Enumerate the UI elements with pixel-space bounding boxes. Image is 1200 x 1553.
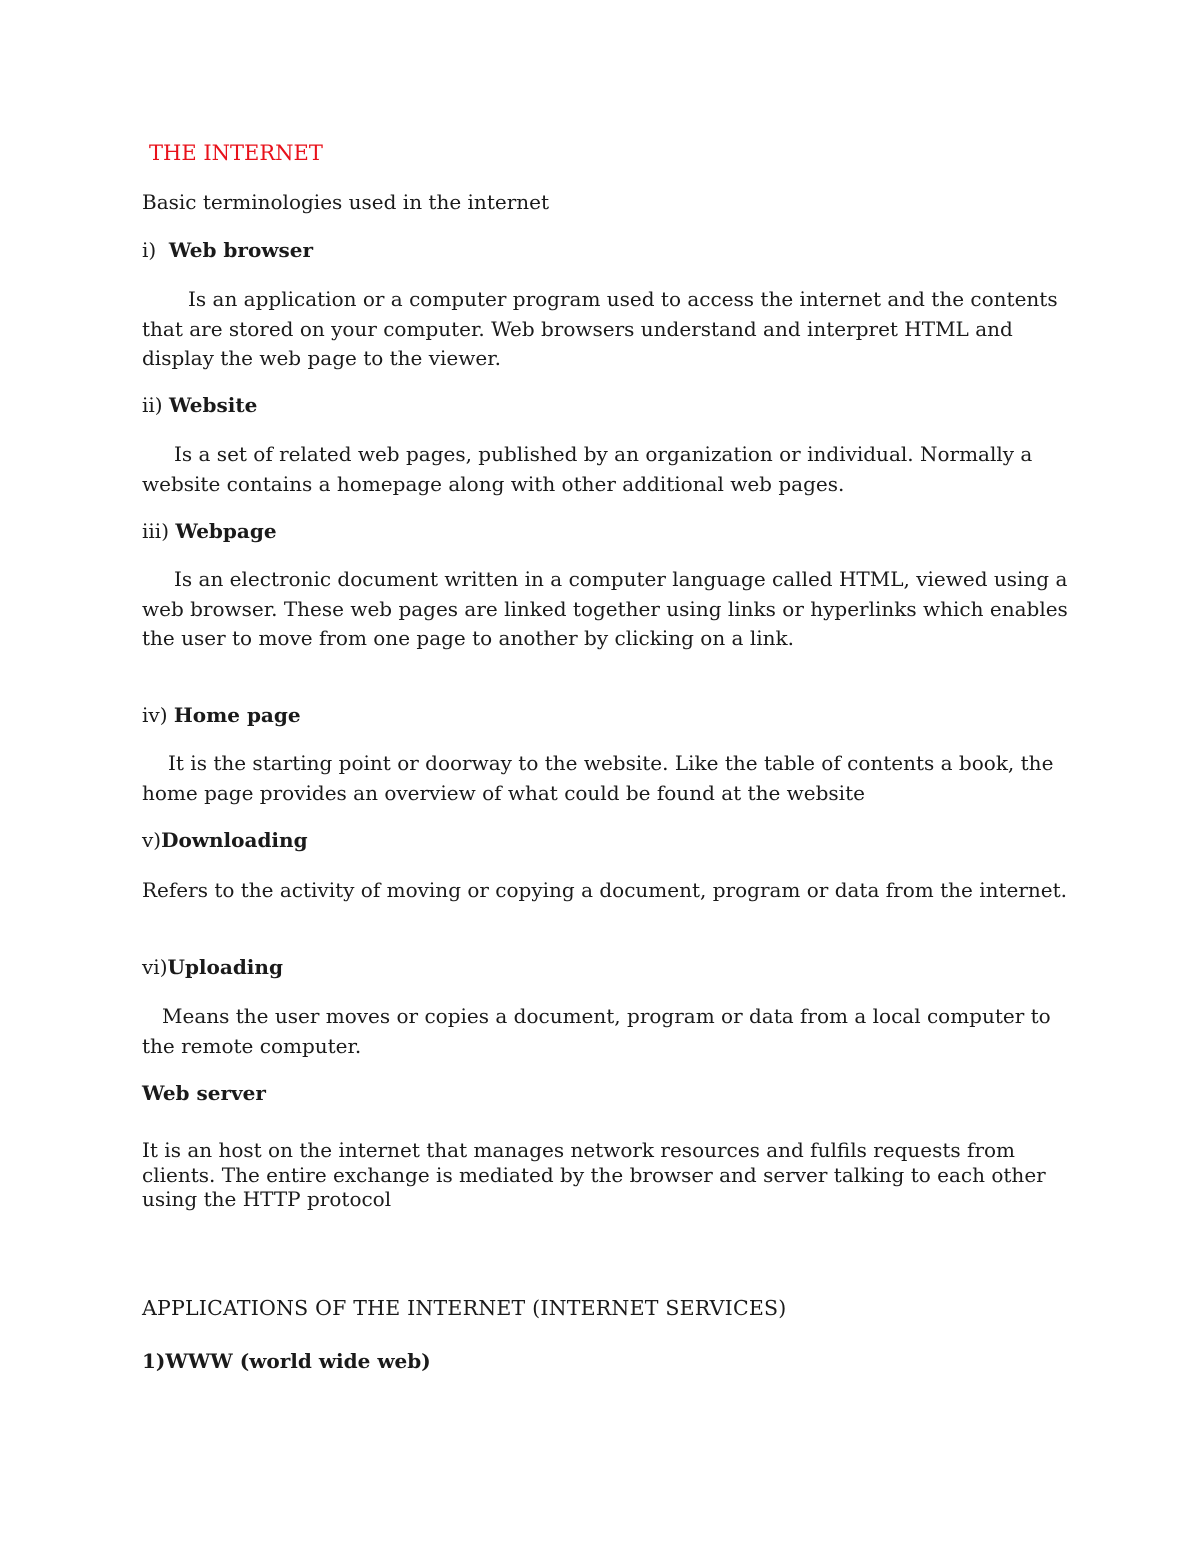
term-heading-webpage	[142, 517, 1072, 547]
web-server-body: It is an host on the internet that manages network resources and fulfils requests from clients. The entire exchange is mediated by the browser and server talking to each other using the HTTP protocol	[142, 1138, 1046, 1211]
term-body-webpage: Is an electronic document written in a computer language called HTML, viewed using a web browser. These web pages are linked together using links or hyperlinks which enables the user to move from one page to another by clicking on a link.	[142, 567, 1068, 650]
term-title: Uploading	[167, 955, 283, 979]
term-number: ii)	[142, 393, 163, 417]
term-title: Web browser	[168, 238, 314, 262]
term-title: Downloading	[161, 828, 308, 852]
term-title: Website	[168, 393, 258, 417]
term-title: Webpage	[175, 519, 277, 543]
subtitle: Basic terminologies used in the internet	[142, 190, 550, 214]
term-number: iv)	[142, 703, 168, 727]
page-title: THE INTERNET	[149, 141, 323, 165]
term-heading-home-page	[142, 701, 1072, 731]
term-heading-website	[142, 391, 1072, 421]
term-heading-uploading	[142, 953, 1072, 983]
web-server-heading: Web server	[142, 1081, 266, 1105]
term-number: iii)	[142, 519, 169, 543]
applications-first-item: 1)WWW (world wide web)	[142, 1349, 431, 1373]
term-heading-downloading	[142, 826, 1072, 856]
term-number: i)	[142, 238, 157, 262]
term-body-web-browser: Is an application or a computer program used to access the internet and the contents that are stored on your computer. Web browsers understand and interpret HTML and display the web page to the viewer.	[142, 287, 1058, 370]
term-number: vi)	[142, 955, 168, 979]
term-body-uploading: Means the user moves or copies a document, program or data from a local computer to the remote computer.	[142, 1004, 1051, 1058]
term-heading-web-browser	[142, 236, 1072, 266]
term-number: v)	[142, 828, 162, 852]
applications-heading: APPLICATIONS OF THE INTERNET (INTERNET SERVICES)	[142, 1296, 787, 1320]
term-body-website: Is a set of related web pages, published by an organization or individual. Normally a website contains a homepage along with other additional web pages.	[142, 442, 1033, 496]
term-title: Home page	[173, 703, 301, 727]
term-body-home-page: It is the starting point or doorway to the website. Like the table of contents a book, the home page provides an overview of what could be found at the website	[142, 751, 1054, 805]
term-body-downloading: Refers to the activity of moving or copying a document, program or data from the internet.	[142, 878, 1068, 902]
